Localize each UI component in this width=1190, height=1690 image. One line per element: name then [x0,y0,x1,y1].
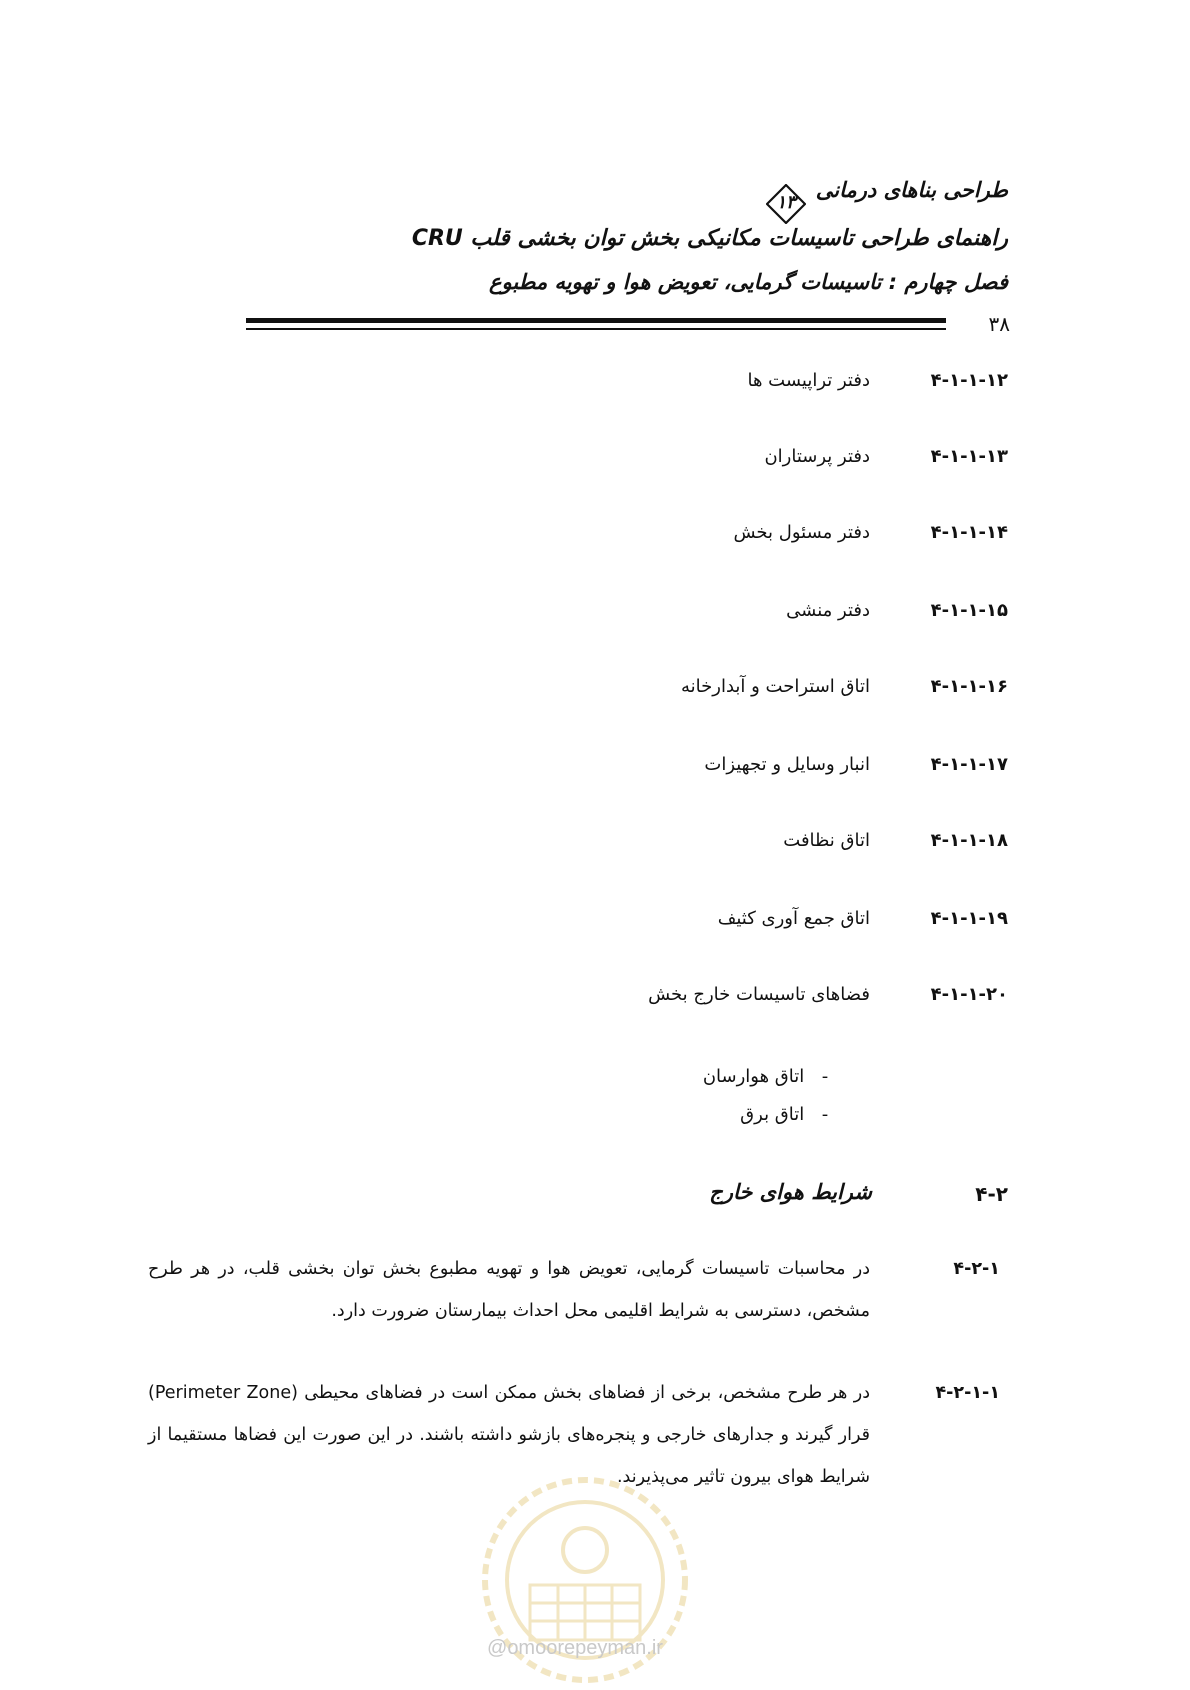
item-number: ۴-۱-۱-۱۷ [930,754,1008,775]
item-text: دفتر پرستاران [764,446,870,467]
list-item [200,830,1008,862]
list-item [200,446,1008,478]
sub-item-text: اتاق برق [740,1104,805,1125]
chapter-number: ۱۳ [776,192,796,213]
dash-bullet: - [821,1066,829,1087]
section-title: شرایط هوای خارج [709,1180,872,1204]
watermark-url-text: omoorepeyman.ir [507,1637,663,1659]
item-text: انبار وسایل و تجهیزات [704,754,870,775]
list-item [200,370,1008,402]
item-number: ۴-۱-۱-۱۹ [930,908,1008,929]
list-item [200,522,1008,554]
list-item [200,676,1008,708]
paragraph-text: در هر طرح مشخص، برخی از فضاهای بخش ممکن است در فضاهای محیطی (Perimeter Zone) قرار گیرند و جدارهای خارجی و پنجره‌های بازشو داشته باشند. در این صورت این فضاها مستقیما از شرایط هوای بیرون تاثیر می‌پذیرند. [148,1383,870,1487]
item-number: ۴-۱-۱-۱۴ [930,522,1008,543]
paragraph-text: در محاسبات تاسیسات گرمایی، تعویض هوا و تهویه مطبوع بخش توان بخشی قلب، در هر طرح مشخص، دسترسی به شرایط اقلیمی محل احداث بیمارستان ضرورت دارد. [148,1259,870,1321]
list-item [200,908,1008,940]
paragraph-number: ۴-۲-۱-۱ [935,1383,1000,1403]
list-item [200,600,1008,632]
watermark-url: @omoorepeyman.ir [487,1637,663,1659]
chapter-number-badge [766,184,806,224]
item-text: دفتر تراپیست ها [747,370,870,391]
header-guide-title: راهنمای طراحی تاسیسات مکانیکی بخش توان بخشی قلب CRU [411,226,1008,251]
item-number: ۴-۱-۱-۱۵ [930,600,1008,621]
sub-list-item [740,1104,840,1125]
item-text: اتاق جمع آوری کثیف [717,908,870,929]
page-number: ۳۸ [988,312,1010,336]
paragraph-number: ۴-۲-۱ [953,1259,1000,1279]
item-number: ۴-۱-۱-۲۰ [930,984,1008,1005]
item-text: فضاهای تاسیسات خارج بخش [648,984,870,1005]
item-text: دفتر مسئول بخش [733,522,870,543]
item-number: ۴-۱-۱-۱۸ [930,830,1008,851]
sub-list-item [703,1066,840,1087]
item-number: ۴-۱-۱-۱۲ [930,370,1008,391]
dash-bullet: - [821,1104,829,1125]
header-chapter-title: فصل چهارم : تاسیسات گرمایی، تعویض هوا و تهویه مطبوع [489,270,1008,294]
sub-item-text: اتاق هوارسان [702,1066,805,1087]
header-rule-thin [246,328,946,330]
item-number: ۴-۱-۱-۱۶ [930,676,1008,697]
item-text: اتاق استراحت و آبدارخانه [681,676,870,697]
paragraph [148,1248,1000,1338]
list-item [200,984,1008,1016]
list-item [200,754,1008,786]
item-text: اتاق نظافت [783,830,870,851]
item-number: ۴-۱-۱-۱۳ [930,446,1008,467]
section-number: ۴-۲ [975,1182,1008,1206]
header-rule-thick [246,318,946,323]
header-book-title: طراحی بناهای درمانی [815,178,1008,202]
item-text: دفتر منشی [786,600,870,621]
